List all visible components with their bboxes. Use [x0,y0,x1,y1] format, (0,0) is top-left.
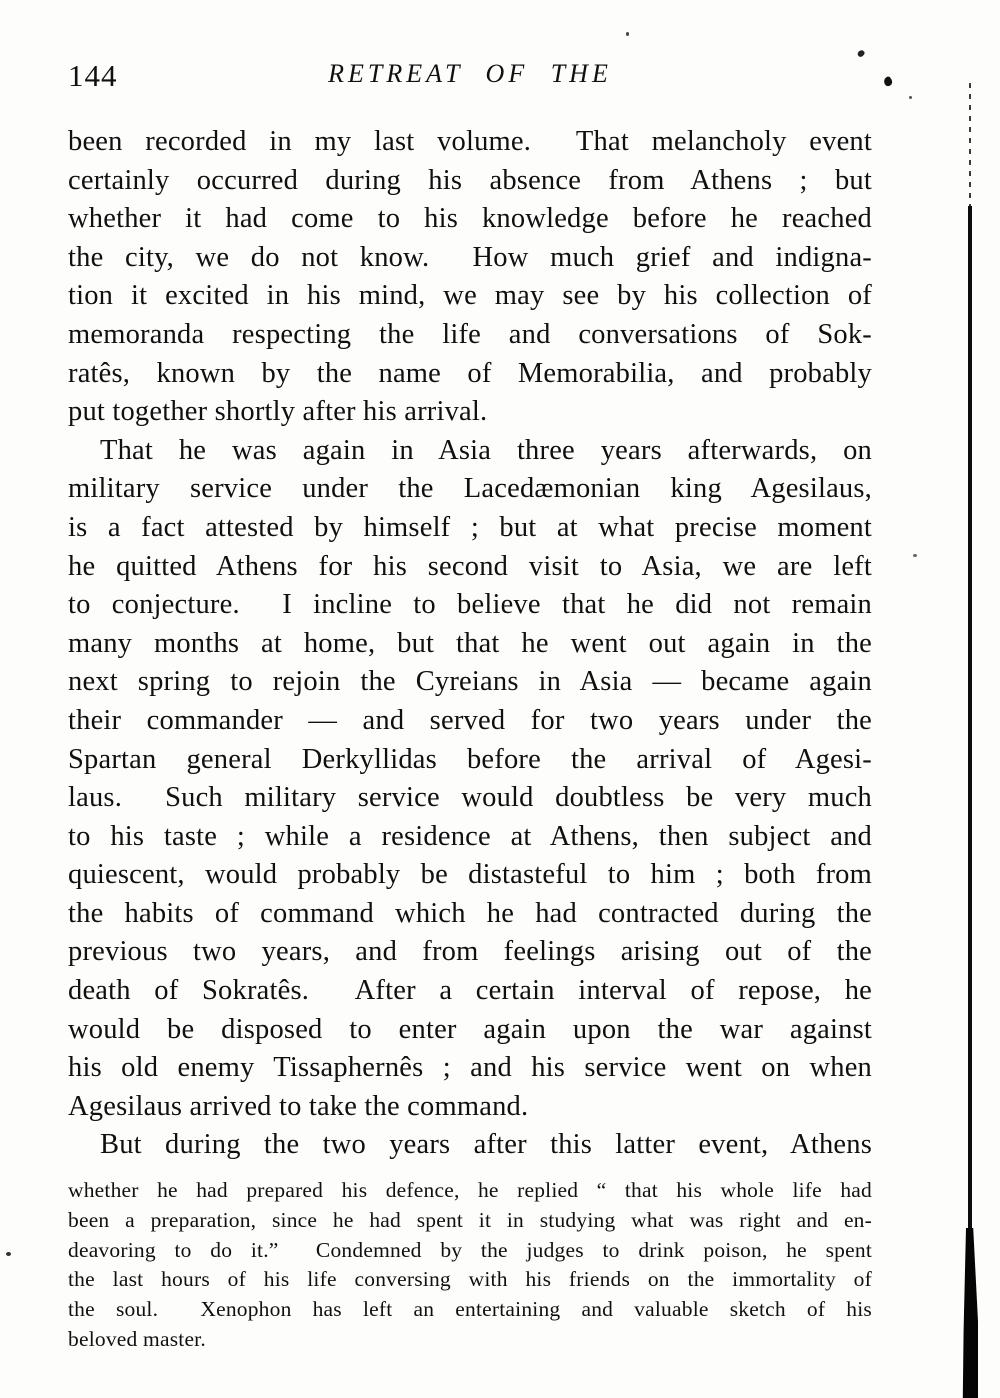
page-number: 144 [68,58,118,93]
text-line: whether he had prepared his defence, he replied “ that his whole life had [68,1178,872,1202]
text-line: put together shortly after his arrival. [68,396,488,428]
text-line: But during the two years after this latter event, Athens [100,1129,872,1161]
paragraph [68,1126,872,1165]
text-line: tion it excited in his mind, we may see by his collection of [68,280,872,312]
scan-speck [909,96,912,99]
scan-speck [626,32,629,36]
running-header: RETREAT OF THE [328,59,612,88]
text-line: to conjecture. I incline to believe that he did not remain [68,589,872,621]
text-line: the habits of command which he had contracted during the [68,897,872,929]
text-line: death of Sokratês. After a certain interval of repose, he [68,975,872,1007]
text-line: the last hours of his life conversing with his friends on the immortality of [68,1267,872,1292]
text-line: military service under the Lacedæmonian king Agesilaus, [68,473,872,505]
paragraph [68,432,872,1127]
text-line: to his taste ; while a residence at Athens, then subject and [68,820,872,852]
footnote [68,1176,872,1355]
text-line: he quitted Athens for his second visit to Asia, we are left [68,550,872,582]
text-line: certainly occurred during his absence from Athens ; but [68,164,872,196]
text-line: laus. Such military service would doubtless be very much [68,782,872,814]
scan-speck [882,76,893,88]
paragraph [68,123,872,432]
text-line: his old enemy Tissaphernês ; and his service went on when [68,1052,872,1084]
text-line: the city, we do not know. How much grief and indigna- [68,241,872,273]
text-line: Spartan general Derkyllidas before the arrival of Agesi- [68,743,872,775]
text-line: is a fact attested by himself ; but at what precise moment [68,511,872,543]
text-line: their commander — and served for two years under the [68,704,872,736]
scan-edge-ink-streak [962,1228,978,1398]
scan-speck [6,1252,11,1256]
text-line: quiescent, would probably be distasteful to him ; both from [68,859,872,891]
text-line: beloved master. [68,1326,206,1351]
scan-speck [913,554,917,557]
text-line: would be disposed to enter again upon the war against [68,1013,872,1045]
text-line: been a preparation, since he had spent it in studying what was right and en- [68,1207,872,1232]
text-line: whether it had come to his knowledge before he reached [68,203,872,235]
page-header [68,56,872,98]
scan-edge-dotted-line [969,83,971,208]
text-line: That he was again in Asia three years afterwards, on [100,434,872,466]
scan-edge-line [968,206,972,1232]
body-text [68,123,872,1165]
text-line: memoranda respecting the life and conversations of Sok- [68,318,872,350]
text-line: deavoring to do it.” Condemned by the judges to drink poison, he spent [68,1237,872,1262]
text-line: previous two years, and from feelings arising out of the [68,936,872,968]
text-line: Agesilaus arrived to take the command. [68,1090,529,1122]
text-line: ratês, known by the name of Memorabilia, and probably [68,357,872,389]
text-line: the soul. Xenophon has left an entertaining and valuable sketch of his [68,1297,872,1322]
text-line: next spring to rejoin the Cyreians in Asia — became again [68,666,872,698]
text-line: been recorded in my last volume. That melancholy event [68,126,872,157]
text-line: many months at home, but that he went out again in the [68,627,872,659]
